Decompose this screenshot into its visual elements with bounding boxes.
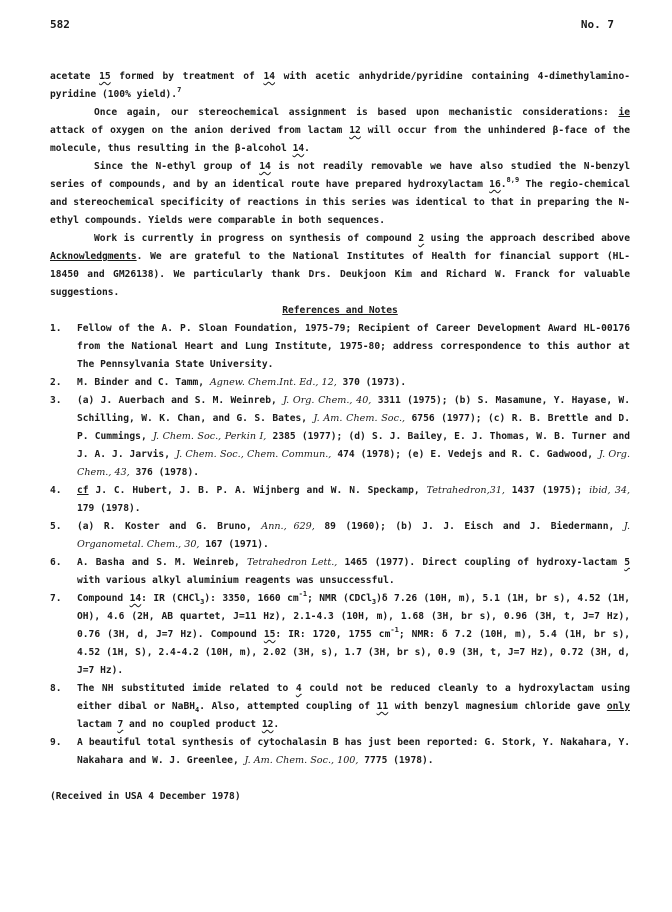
compound-number: 15	[263, 629, 276, 640]
reference-item: 3. (a) J. Auerbach and S. M. Weinreb, J. Org. Chem., 40, 3311 (1975); (b) S. Masamune, Y. Hayase, W. Schilling, W. K. Chan, and G. S. Bates, J. Am. Chem. Soc., 6756 (1977); (c) R. B. Brettle and D. P. Cummings, J. Chem. Soc., Perkin I, 2385 (1977); (d) S. J. Bailey, E. J. Thomas, W. B. Turner and J. A. J. Jarvis, J. Chem. Soc., Chem. Commun., 474 (1978); (e) E. Vedejs and R. C. Gadwood, J. Org. Chem., 43, 376 (1978).	[50, 395, 631, 478]
reference-item: 9. A beautiful total synthesis of cytochalasin B has just been reported: G. Stork, Y. Nakahara, Y. Nakahara and W. J. Greenlee, J. Am. Chem. Soc., 100, 7775 (1978).	[50, 737, 630, 766]
compound-number: 5	[624, 557, 630, 568]
reference-item: 5. (a) R. Koster and G. Bruno, Ann., 629, 89 (1960); (b) J. J. Eisch and J. Biedermann, J. Organometal. Chem., 30, 167 (1971).	[50, 521, 631, 550]
reference-item: 1. Fellow of the A. P. Sloan Foundation, 1975-79; Recipient of Career Development Award HL-00176 from the National Heart and Lung Institute, 1975-80; address correspondence to this author at The Pennsylvania State University.	[50, 323, 630, 370]
compound-number: 14	[263, 71, 276, 82]
reference-item: 6. A. Basha and S. M. Weinreb, Tetrahedron Lett., 1465 (1977). Direct coupling of hydroxy-lactam 5 with various alkyl aluminium reagents was unsuccessful.	[50, 557, 630, 586]
received-date: (Received in USA 4 December 1978)	[50, 791, 241, 802]
compound-number: 12	[261, 719, 274, 730]
compound-number: 11	[376, 701, 389, 712]
page-header	[50, 18, 614, 38]
page-number: 582	[50, 18, 70, 31]
citation-superscript: 8,9	[506, 176, 520, 184]
compound-number: 12	[349, 125, 361, 136]
compound-number: 2	[418, 233, 425, 244]
acknowledgments-label: Acknowledgments	[50, 251, 137, 262]
reference-item: 4. cf J. C. Hubert, J. B. P. A. Wijnberg and W. N. Speckamp, Tetrahedron,31, 1437 (1975); ibid, 34, 179 (1978).	[50, 485, 631, 514]
reference-item: 8. The NH substituted imide related to 4 could not be reduced cleanly to a hydroxylactam using either dibal or NaBH$_4$. Also, attempted coupling of 11 with benzyl magnesium chloride gave only lactam 7 and no coupled product 12.	[50, 683, 630, 730]
compound-number: 14	[292, 143, 305, 154]
compound-number: 4	[295, 683, 302, 694]
paragraph-n-benzyl: Since the N-ethyl group of 14 is not readily removable we have also studied the N-benzyl series of compounds, and by an identical route have prepared hydroxylactam 16.$^{8,9}$ The regio-chemical and stereochemical specificity of reactions in this series was identical to that in preparing the N-ethyl compounds. Yields were comparable in both sequences.	[50, 161, 630, 226]
compound-number: 16	[489, 179, 501, 190]
compound-number: 14	[129, 593, 142, 604]
references-list	[50, 320, 630, 770]
compound-number: 14	[259, 161, 271, 172]
compound-number: 7	[117, 719, 124, 730]
article-body	[50, 68, 630, 806]
paragraph-acetate: acetate 15 formed by treatment of 14 with acetic anhydride/pyridine containing 4-dimethylamino-pyridine (100% yield).$^7$	[50, 71, 630, 100]
compound-number: 15	[99, 71, 111, 82]
reference-item: 7. Compound 14: IR (CHCl$_3$): 3350, 1660 $cm^{-1}$; NMR (CDCl$_3$)δ 7.26 (10H, m), 5.1 (1H, br s), 4.52 (1H, OH), 4.6 (2H, AB quartet, J=11 Hz), 2.1-4.3 (10H, m), 1.68 (3H, br s), 0.96 (3H, t, J=7 Hz), 0.76 (3H, d, J=7 Hz). Compound 15: IR: 1720, 1755 $cm^{-1}$; NMR: δ 7.2 (10H, m), 5.4 (1H, br s), 4.52 (1H, S), 2.4-4.2 (10H, m), 2.02 (3H, s), 1.7 (3H, br s), 0.9 (3H, t, J=7 Hz), 0.72 (3H, d, J=7 Hz).	[50, 590, 631, 676]
references-heading: References and Notes	[282, 305, 398, 316]
reference-item: 2. M. Binder and C. Tamm, Agnew. Chem.Int. Ed., 12, 370 (1973).	[50, 377, 407, 388]
citation-superscript: 7	[177, 86, 182, 94]
paragraph-acknowledgments: Work is currently in progress on synthesis of compound 2 using the approach described above Acknowledgments. We are grateful to the National Institutes of Health for financial support (HL-18450 and GM26138). We particularly thank Drs. Deukjoon Kim and Richard W. Franck for valuable suggestions.	[50, 233, 630, 298]
paragraph-stereochemistry: Once again, our stereochemical assignment is based upon mechanistic considerations: ie attack of oxygen on the anion derived from lactam 12 will occur from the unhindered β-face of the molecule, thus resulting in the β-alcohol 14.	[50, 107, 631, 154]
journal-issue-number: No. 7	[580, 18, 614, 31]
